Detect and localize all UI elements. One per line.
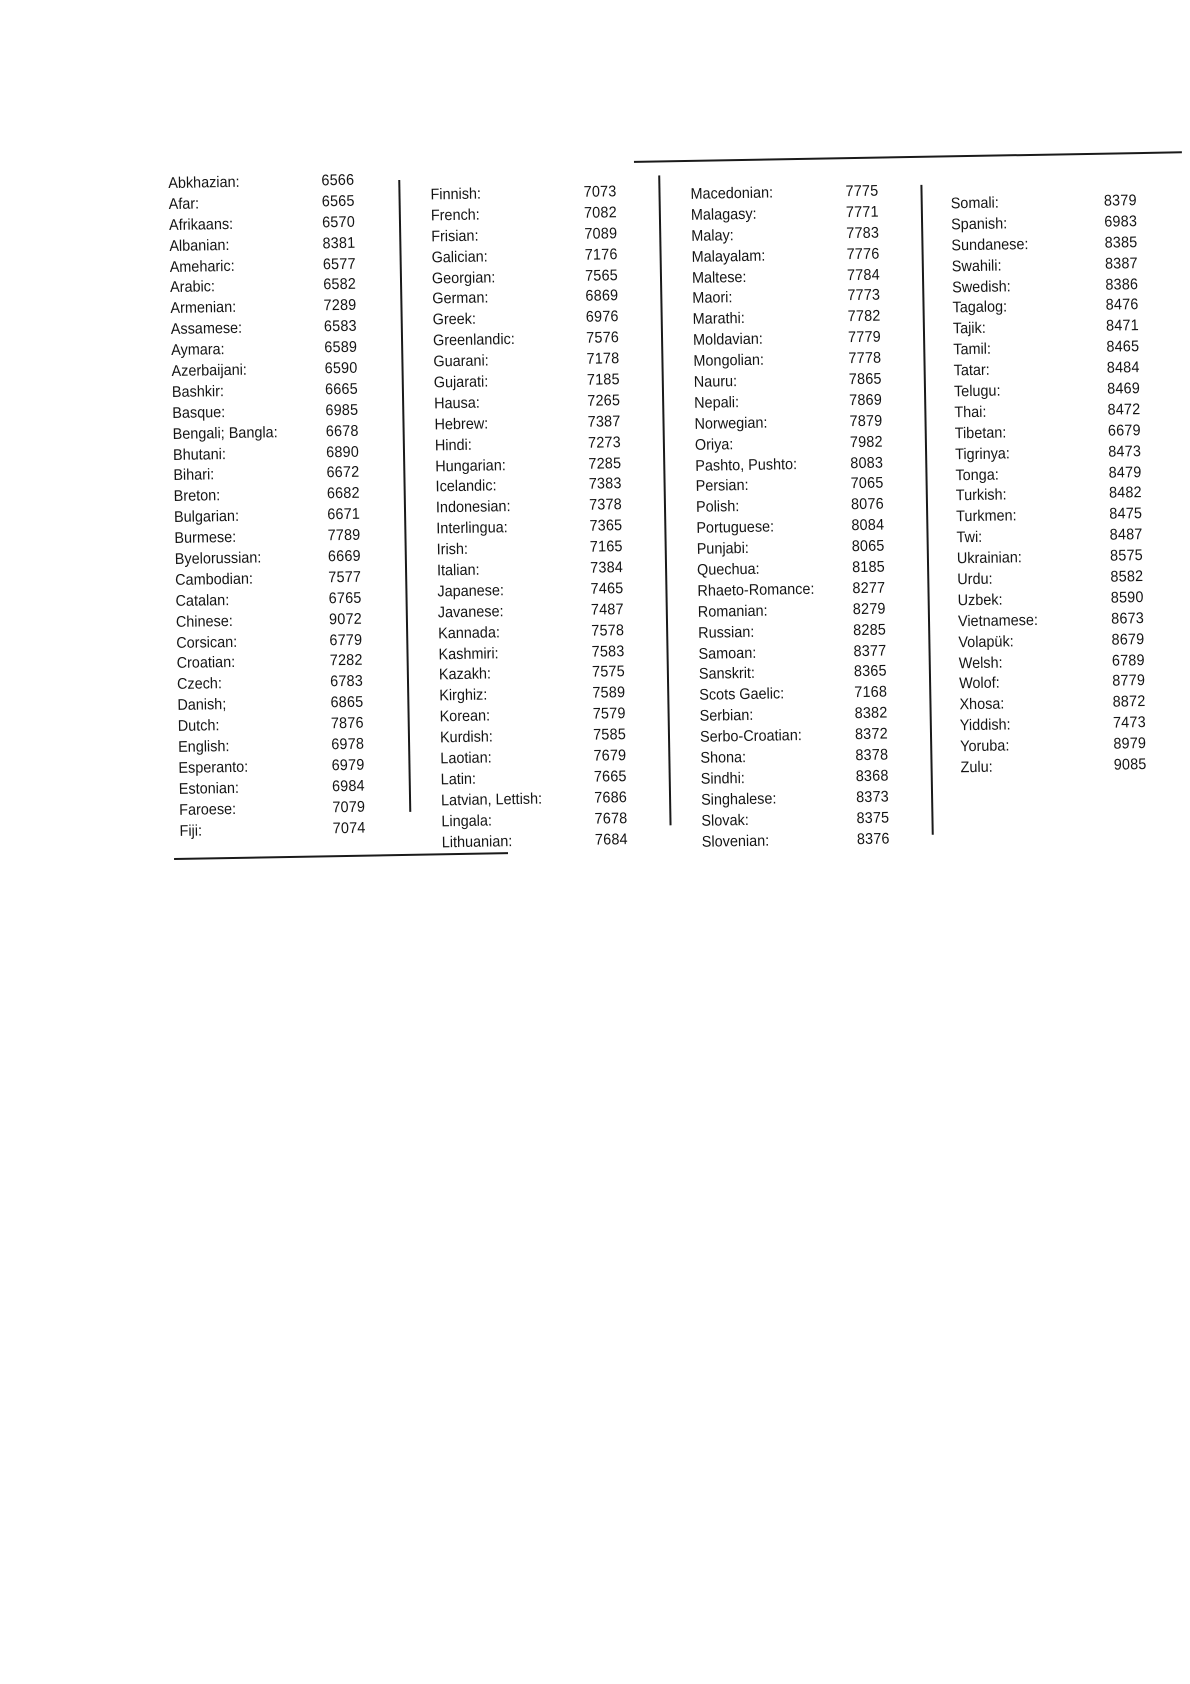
language-name: Bulgarian:: [173, 508, 240, 527]
language-code: 9072: [328, 610, 363, 628]
language-name: Tagalog:: [952, 298, 1008, 317]
language-name: Greenlandic:: [432, 331, 515, 350]
language-name: Byelorussian:: [174, 549, 262, 568]
language-code: 6671: [327, 505, 361, 524]
language-code: 7168: [854, 683, 888, 702]
language-code: 7773: [847, 287, 881, 305]
language-name: Russian:: [698, 623, 755, 642]
language-name: Singhalese:: [700, 790, 777, 809]
language-name: Wolof:: [958, 675, 1000, 693]
language-code: 7783: [846, 224, 880, 242]
language-name: Maori:: [692, 289, 733, 308]
language-name: Twi:: [956, 529, 983, 547]
language-code: 7778: [848, 349, 882, 368]
language-code: 7378: [588, 496, 623, 515]
language-code: 6865: [330, 693, 364, 712]
language-name: Tajik:: [952, 320, 986, 338]
language-code: 8465: [1106, 338, 1140, 356]
language-code: 7165: [589, 538, 623, 556]
column-divider-3: [920, 185, 933, 835]
top-rule: [634, 151, 1182, 163]
language-name: Somali:: [950, 194, 999, 213]
language-code: 7565: [584, 266, 619, 285]
language-name: Samoan:: [698, 644, 757, 663]
language-name: Nepali:: [694, 393, 740, 412]
language-name: Estonian:: [178, 779, 240, 798]
column-3: [690, 181, 904, 853]
language-code: 8475: [1109, 505, 1143, 523]
language-code: 6565: [321, 192, 355, 211]
language-name: Dutch:: [177, 717, 220, 736]
language-name: Sindhi:: [700, 769, 745, 788]
language-name: Persian:: [695, 477, 749, 496]
language-name: Georgian:: [431, 268, 496, 287]
language-code: 7465: [590, 580, 624, 598]
language-code: 8185: [851, 558, 886, 577]
language-code: 8382: [854, 704, 888, 723]
column-1: [168, 171, 380, 843]
language-code: 8484: [1106, 359, 1140, 377]
language-code: 7779: [847, 328, 882, 347]
language-name: French:: [430, 206, 480, 225]
language-name: Albanian:: [169, 236, 230, 255]
language-name: Hindi:: [434, 436, 472, 455]
language-code: 8376: [856, 830, 890, 848]
language-name: Uzbek:: [957, 591, 1003, 610]
language-code: 7065: [850, 475, 884, 493]
language-name: Italian:: [436, 561, 480, 580]
language-name: Serbo-Croatian:: [699, 727, 802, 746]
column-divider-1: [398, 180, 411, 812]
language-code: 8582: [1110, 568, 1144, 586]
language-name: Xhosa:: [959, 695, 1005, 714]
language-name: Galician:: [431, 248, 488, 267]
language-name: Frisian:: [431, 227, 479, 246]
language-code: 8387: [1104, 254, 1138, 273]
language-name: Spanish:: [950, 215, 1008, 234]
language-code: 8065: [851, 537, 885, 556]
language-code: 7665: [593, 768, 627, 786]
language-code: 8375: [856, 809, 890, 827]
language-code: 7784: [846, 266, 880, 284]
language-name: Faroese:: [179, 800, 237, 819]
language-name: Portuguese:: [696, 518, 775, 538]
language-name: Kurdish:: [439, 728, 494, 747]
language-code: 8368: [855, 767, 889, 786]
language-name: Telugu:: [953, 382, 1001, 401]
language-code: 7579: [592, 705, 626, 723]
language-code: 7789: [327, 526, 361, 545]
language-code: 6589: [324, 338, 358, 357]
column-4: [951, 191, 1161, 779]
language-name: Maltese:: [691, 268, 747, 287]
language-code: 6583: [323, 317, 357, 336]
language-code: 8084: [851, 516, 885, 535]
language-code: 8285: [853, 621, 887, 639]
language-code: 8381: [322, 234, 356, 252]
language-code: 8575: [1109, 547, 1144, 565]
language-name: Thai:: [954, 403, 987, 422]
language-name: Lingala:: [441, 812, 493, 831]
language-name: Norwegian:: [694, 414, 768, 433]
language-code: 7585: [592, 726, 627, 744]
language-name: Esperanto:: [178, 758, 249, 777]
language-name: Basque:: [172, 403, 226, 422]
language-code: 8482: [1108, 484, 1142, 503]
language-code: 6789: [1111, 651, 1145, 670]
language-name: Slovenian:: [701, 832, 770, 851]
language-name: English:: [177, 738, 230, 756]
language-code: 7577: [328, 568, 362, 587]
language-name: Swedish:: [952, 277, 1011, 296]
language-name: Shona:: [700, 749, 747, 767]
language-code: 7089: [584, 224, 618, 243]
language-name: Armenian:: [170, 299, 237, 318]
language-code: 8469: [1107, 380, 1141, 398]
language-name: Yiddish:: [959, 716, 1011, 735]
language-code: 7285: [588, 454, 622, 473]
language-code: 7282: [329, 652, 363, 670]
language-name: Afrikaans:: [168, 215, 234, 234]
language-name: Ukrainian:: [956, 549, 1022, 568]
language-code: 7176: [584, 245, 618, 264]
language-code: 8377: [853, 642, 887, 660]
language-name: Tigrinya:: [954, 445, 1010, 463]
language-name: Welsh:: [958, 654, 1003, 672]
language-name: Finnish:: [430, 185, 482, 204]
language-code: 7578: [591, 621, 625, 640]
language-code: 7776: [846, 245, 880, 263]
language-name: Chinese:: [175, 612, 233, 631]
language-code: 7289: [323, 297, 357, 315]
language-name: Greek:: [432, 310, 477, 329]
language-name: Zulu:: [960, 758, 993, 777]
language-name: Malayalam:: [691, 247, 766, 266]
language-name: Moldavian:: [692, 330, 763, 350]
language-code: 6682: [326, 485, 360, 503]
language-code: 6985: [325, 401, 359, 420]
language-name: Urdu:: [957, 570, 993, 589]
language-code: 6566: [321, 171, 355, 190]
language-code: 7686: [594, 788, 628, 807]
language-name: Swahili:: [951, 257, 1002, 276]
language-name: Turkmen:: [956, 507, 1017, 526]
language-code: 7589: [592, 684, 626, 703]
language-code: 9085: [1113, 756, 1147, 774]
language-code: 6665: [324, 380, 359, 399]
language-name: Quechua:: [696, 560, 760, 579]
language-code: 7684: [594, 830, 628, 849]
language-code: 7082: [583, 204, 617, 222]
language-code: 8479: [1108, 463, 1142, 482]
language-code: 7775: [845, 182, 879, 201]
language-name: Bengali; Bangla:: [172, 423, 278, 443]
language-name: Azerbaijani:: [171, 361, 248, 380]
language-code: 7073: [583, 183, 617, 201]
language-code: 7678: [594, 809, 628, 828]
language-code: 7185: [586, 371, 620, 389]
language-code: 6669: [327, 547, 361, 566]
language-name: Afar:: [168, 195, 200, 213]
language-name: Indonesian:: [435, 498, 511, 517]
language-code: 7679: [593, 747, 627, 765]
language-name: Latin:: [440, 770, 477, 789]
language-name: Romanian:: [697, 602, 768, 621]
language-name: Arabic:: [169, 278, 216, 297]
language-code: 7079: [332, 798, 366, 816]
column-divider-2: [658, 175, 671, 825]
language-code: 8365: [853, 663, 887, 681]
language-code: 8076: [850, 495, 884, 514]
language-name: Vietnamese:: [957, 611, 1039, 631]
language-name: Kannada:: [438, 623, 501, 643]
language-name: Punjabi:: [696, 540, 749, 558]
language-name: Bihari:: [173, 466, 215, 485]
language-name: Croatian:: [176, 654, 236, 673]
language-name: Marathi:: [692, 310, 745, 329]
language-name: Pashto, Pushto:: [695, 455, 798, 475]
language-name: Bhutani:: [172, 445, 227, 464]
language-code: 6679: [1107, 421, 1141, 440]
language-name: Czech:: [176, 675, 223, 694]
language-name: Korean:: [439, 707, 491, 726]
language-code: 7576: [586, 329, 620, 347]
language-name: Slovak:: [701, 811, 749, 830]
language-code: 8473: [1108, 442, 1142, 461]
language-code: 6577: [322, 255, 356, 273]
language-code: 7869: [849, 391, 883, 410]
language-code: 7575: [591, 663, 626, 682]
language-code: 7387: [587, 412, 621, 431]
language-name: Guarani:: [433, 352, 489, 371]
language-code: 8277: [852, 579, 886, 598]
language-row: [702, 829, 890, 853]
language-row: [960, 755, 1146, 779]
language-code: 7473: [1112, 714, 1146, 732]
language-code: 8673: [1111, 609, 1145, 628]
language-code: 7771: [845, 203, 879, 222]
language-name: Lithuanian:: [441, 832, 513, 851]
language-code: 7178: [586, 350, 620, 368]
language-name: Interlingua:: [436, 519, 508, 538]
language-name: Sanskrit:: [698, 665, 756, 684]
language-name: Kashmiri:: [438, 644, 499, 663]
language-code: 8385: [1104, 233, 1138, 252]
language-code: 8378: [855, 746, 889, 765]
language-name: Mongolian:: [693, 351, 765, 370]
language-code: 6978: [331, 735, 365, 754]
language-name: Abkhazian:: [168, 173, 240, 192]
language-name: Javanese:: [437, 603, 504, 622]
language-name: Tatar:: [953, 361, 990, 380]
language-code: 8487: [1109, 526, 1143, 544]
language-code: 7273: [587, 433, 622, 452]
language-code: 6983: [1104, 212, 1138, 231]
language-name: Volapük:: [958, 633, 1014, 651]
language-code: 7487: [590, 600, 624, 619]
language-row: [179, 818, 365, 842]
language-name: Gujarati:: [433, 373, 489, 392]
language-code: 7384: [590, 559, 624, 577]
language-name: German:: [432, 289, 489, 308]
language-name: Cambodian:: [175, 570, 254, 589]
language-name: Irish:: [436, 540, 469, 559]
language-name: Catalan:: [175, 591, 230, 610]
column-2: [430, 182, 642, 854]
language-name: Japanese:: [437, 582, 505, 601]
language-code: 6590: [324, 359, 358, 378]
language-name: Turkish:: [955, 486, 1007, 505]
language-name: Malay:: [691, 226, 734, 245]
language-name: Kirghiz:: [439, 686, 488, 705]
language-code: 6979: [331, 756, 365, 775]
language-code: 7365: [589, 517, 623, 535]
language-code: 8779: [1112, 672, 1146, 691]
language-code: 7982: [849, 433, 883, 451]
language-code: 8472: [1107, 400, 1141, 419]
language-code: 7074: [332, 819, 366, 837]
language-code: 7876: [330, 714, 364, 733]
language-name: Breton:: [173, 487, 221, 506]
language-name: Laotian:: [440, 749, 492, 768]
language-code: 8872: [1112, 693, 1146, 711]
language-code: 7879: [849, 412, 883, 430]
language-code: 6678: [325, 422, 359, 440]
language-code: 6984: [331, 777, 365, 796]
language-name: Tibetan:: [954, 424, 1007, 443]
language-name: Ameharic:: [169, 257, 235, 276]
language-name: Scots Gaelic:: [699, 685, 785, 705]
language-code: 6570: [322, 213, 356, 232]
language-name: Tonga:: [955, 466, 999, 484]
language-name: Tamil:: [953, 340, 992, 359]
language-name: Fiji:: [179, 822, 203, 840]
language-code: 7383: [588, 475, 622, 494]
language-code: 7265: [587, 392, 621, 410]
language-code: 6765: [328, 589, 362, 608]
language-name: Rhaeto-Romance:: [697, 580, 815, 600]
language-code: 8386: [1105, 275, 1139, 294]
language-code: 6672: [326, 464, 360, 482]
language-name: Hebrew:: [434, 415, 489, 434]
language-name: Yoruba:: [960, 737, 1010, 756]
language-name: Sundanese:: [951, 235, 1029, 255]
language-name: Polish:: [695, 498, 740, 517]
language-code: 8679: [1111, 630, 1145, 649]
language-row: [442, 830, 628, 854]
language-code: 7865: [848, 370, 882, 389]
language-name: Hausa:: [434, 394, 480, 413]
language-code: 6783: [330, 673, 364, 691]
language-code: 8373: [855, 788, 890, 806]
language-code: 8471: [1105, 317, 1140, 335]
language-code: 7583: [591, 642, 625, 661]
language-code: 8372: [854, 725, 888, 744]
language-code: 8083: [850, 454, 884, 472]
language-code: 8476: [1105, 296, 1139, 315]
language-name: Bashkir:: [171, 382, 225, 401]
language-name: Icelandic:: [435, 477, 497, 496]
language-code: 7782: [847, 307, 881, 326]
language-code: 8979: [1113, 735, 1147, 753]
language-name: Macedonian:: [690, 184, 774, 203]
language-code: 6890: [326, 443, 360, 461]
language-name: Hungarian:: [435, 456, 506, 475]
language-code: 8279: [852, 600, 886, 618]
language-code: 6869: [585, 287, 619, 306]
language-name: Nauru:: [693, 373, 738, 391]
language-name: Corsican:: [176, 633, 238, 652]
language-name: Malagasy:: [690, 205, 757, 224]
language-code: 6976: [585, 308, 619, 327]
language-name: Latvian, Lettish:: [440, 790, 543, 810]
language-name: Aymara:: [171, 341, 225, 360]
language-name: Burmese:: [174, 529, 237, 548]
language-name: Oriya:: [694, 435, 734, 454]
language-code-table: [168, 150, 1190, 880]
language-code: 6582: [323, 276, 357, 294]
language-code: 6779: [329, 631, 363, 649]
language-code: 8379: [1103, 192, 1137, 210]
language-name: Danish;: [177, 696, 227, 715]
language-name: Kazakh:: [438, 665, 492, 684]
language-name: Assamese:: [170, 319, 243, 339]
language-name: Serbian:: [699, 707, 754, 726]
language-code: 8590: [1110, 588, 1144, 607]
